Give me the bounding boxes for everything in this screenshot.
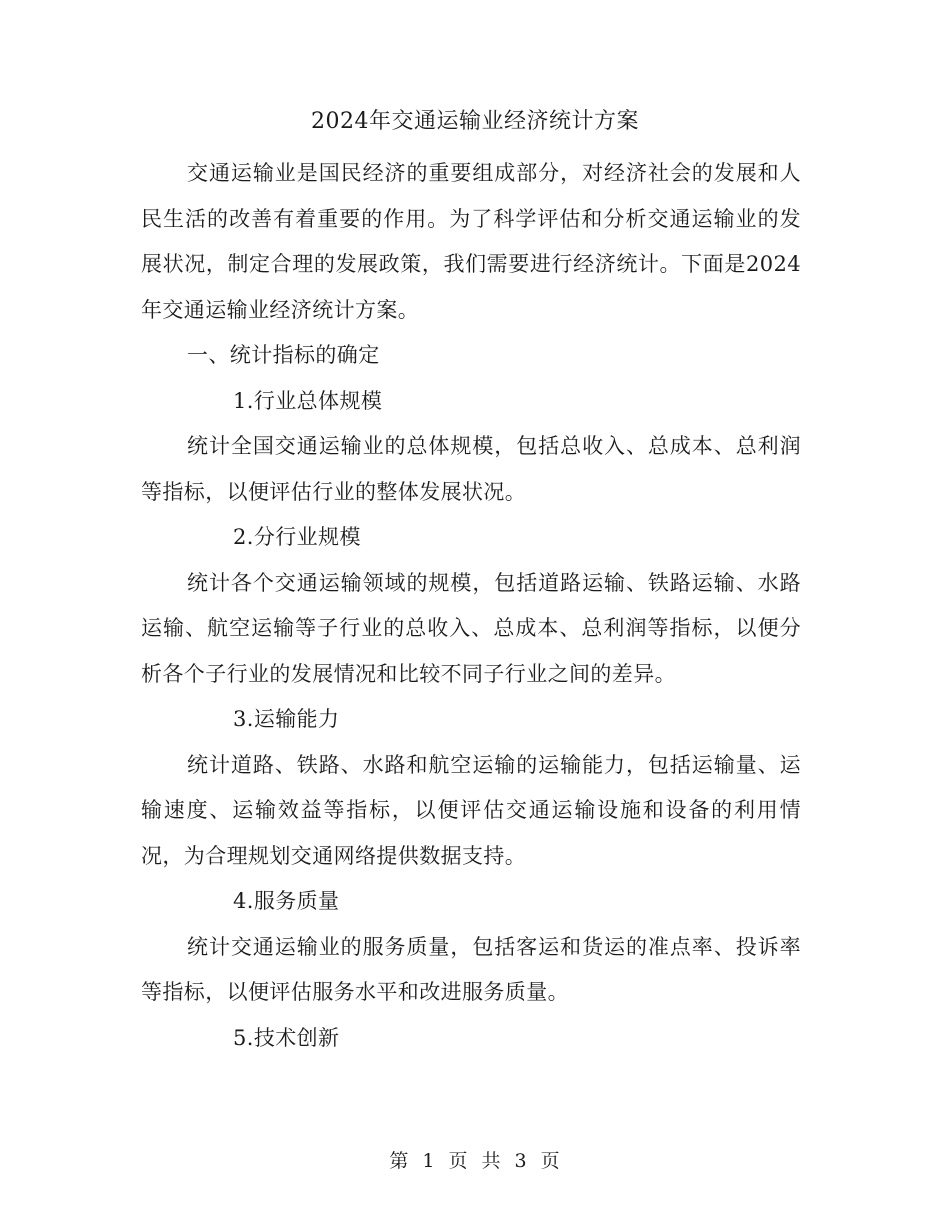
item-heading-text: 运输能力: [253, 707, 340, 731]
item-heading-2: [141, 515, 801, 561]
section-heading: 一、统计指标的确定: [187, 343, 380, 367]
document-title: 2024年交通运输业经济统计方案: [311, 109, 639, 134]
item-heading-3: [141, 697, 801, 743]
item-body-4: 统计交通运输业的服务质量，包括客运和货运的准点率、投诉率等指标，以便评估服务水平和改进服务质量。: [141, 934, 801, 1004]
item-number: 3.: [233, 707, 254, 731]
item-heading-1: [141, 379, 801, 425]
item-number: 2.: [233, 525, 254, 549]
item-heading-5: [141, 1016, 801, 1062]
document-body: [141, 151, 801, 1061]
item-number: 4.: [233, 889, 254, 913]
item-heading-4: [141, 879, 801, 925]
item-heading-text: 技术创新: [253, 1025, 340, 1050]
item-number: 5.: [233, 1025, 254, 1050]
item-heading-text: 分行业规模: [253, 525, 361, 549]
item-heading-text: 服务质量: [253, 889, 340, 913]
item-body-3: 统计道路、铁路、水路和航空运输的运输能力，包括运输量、运输速度、运输效益等指标，以便评估交通运输设施和设备的利用情况，为合理规划交通网络提供数据支持。: [141, 752, 801, 868]
page-footer: 第 1 页 共 3 页: [389, 1150, 561, 1172]
intro-paragraph: 交通运输业是国民经济的重要组成部分，对经济社会的发展和人民生活的改善有着重要的作用。为了科学评估和分析交通运输业的发展状况，制定合理的发展政策，我们需要进行经济统计。下面是2024年交通运输业经济统计方案。: [141, 161, 801, 322]
item-number: 1.: [233, 388, 254, 413]
item-body-1: 统计全国交通运输业的总体规模，包括总收入、总成本、总利润等指标，以便评估行业的整体发展状况。: [141, 434, 801, 504]
item-body-2: 统计各个交通运输领域的规模，包括道路运输、铁路运输、水路运输、航空运输等子行业的总收入、总成本、总利润等指标，以便分析各个子行业的发展情况和比较不同子行业之间的差异。: [141, 570, 801, 686]
item-heading-text: 行业总体规模: [253, 388, 383, 413]
